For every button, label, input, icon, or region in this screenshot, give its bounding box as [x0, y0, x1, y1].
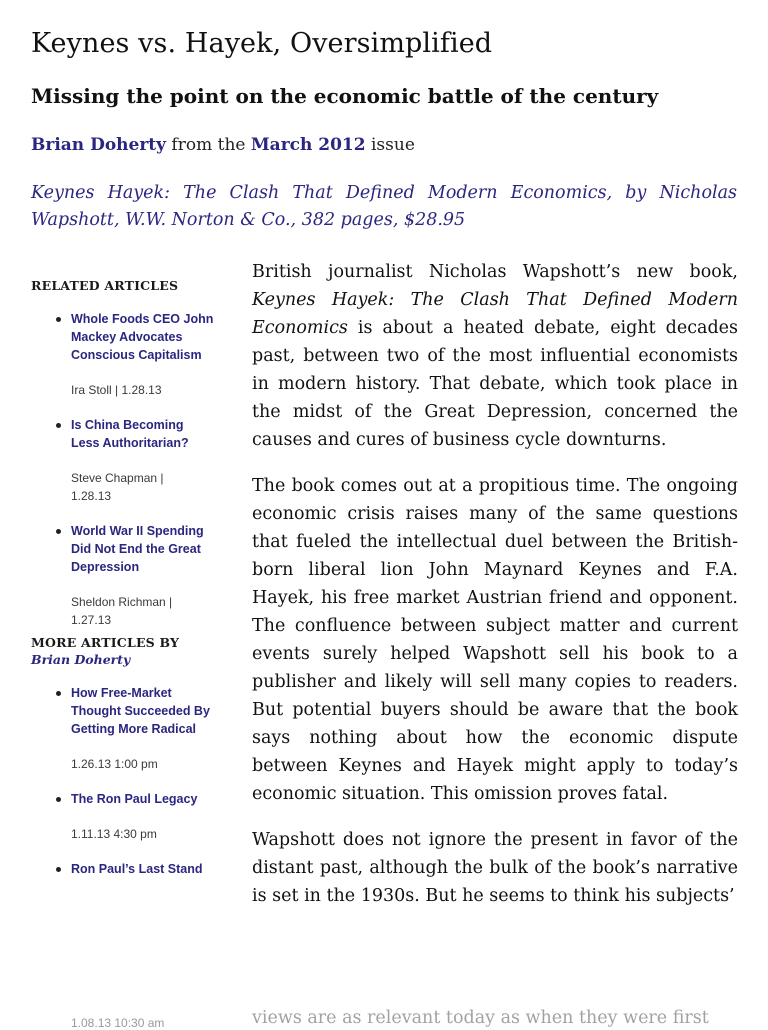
more-article-meta: 1.26.13 1:00 pm	[71, 757, 158, 771]
body-paragraph: Wapshott does not ignore the present in favor of the distant past, although the bulk of the book’s narrative is set in the 1930s. But he seems to think his subjects’	[252, 830, 738, 906]
bullet-icon	[56, 797, 61, 802]
byline-issue-suffix: issue	[365, 135, 415, 155]
body-paragraph: The book comes out at a propitious time. The ongoing economic crisis raises many of the same questions that fueled the intellectual duel between the British-born liberal lion John Maynard Keynes and F.A. Hayek, his free market Austrian friend and opponent. The confluence between subject matter and current events surely helped Wapshott sell his book to a publisher and likely will sell many copies to readers. But potential buyers should be aware that the book says nothing about how the economic dispute between Keynes and Hayek might apply to today’s economic situation. This omission proves fatal.	[252, 476, 738, 804]
list-item	[31, 790, 221, 843]
related-article-meta: Ira Stoll | 1.28.13	[71, 383, 162, 397]
bullet-icon	[56, 529, 61, 534]
related-article-link[interactable]: Is China Becoming Less Authoritarian?	[71, 418, 189, 450]
body-text: is about a heated debate, eight decades past, between two of the most influential economists in modern history. That debate, which took place in the midst of the Great Depression, concerned the causes and cures of business cycle downturns.	[252, 318, 738, 450]
byline	[31, 135, 415, 155]
more-article-link[interactable]: How Free-Market Thought Succeeded By Getting More Radical	[71, 686, 210, 736]
list-item	[31, 310, 221, 399]
article-title: Keynes vs. Hayek, Oversimplified	[31, 28, 493, 59]
related-article-meta: Steve Chapman | 1.28.13	[71, 471, 164, 503]
more-articles-heading: MORE ARTICLES BY	[31, 635, 180, 650]
body-paragraph	[252, 258, 738, 454]
bullet-icon	[56, 317, 61, 322]
sidebar	[31, 278, 221, 878]
byline-from-text: from the	[166, 135, 251, 155]
related-articles-heading: RELATED ARTICLES	[31, 278, 179, 293]
list-item	[31, 522, 221, 629]
book-info: Keynes Hayek: The Clash That Defined Modern Economics, by Nicholas Wapshott, W.W. Norton & Co., 382 pages, $28.95	[31, 183, 737, 230]
bullet-icon	[56, 867, 61, 872]
more-articles-author[interactable]: Brian Doherty	[31, 652, 131, 667]
bullet-icon	[56, 691, 61, 696]
more-articles-list	[31, 684, 221, 878]
list-item	[31, 416, 221, 505]
related-article-link[interactable]: Whole Foods CEO John Mackey Advocates Conscious Capitalism	[71, 312, 214, 362]
faded-continuation-line: views are as relevant today as when they were first	[252, 1008, 709, 1028]
issue-link[interactable]: March 2012	[250, 135, 366, 155]
related-article-meta: Sheldon Richman | 1.27.13	[71, 595, 173, 627]
author-link[interactable]: Brian Doherty	[31, 135, 167, 155]
body-text: British journalist Nicholas Wapshott’s new book,	[252, 262, 738, 282]
related-articles-list	[31, 310, 221, 629]
related-article-link[interactable]: World War II Spending Did Not End the Great Depression	[71, 524, 204, 574]
more-article-link[interactable]: The Ron Paul Legacy	[71, 792, 198, 806]
article-subtitle: Missing the point on the economic battle of the century	[31, 84, 659, 108]
more-article-meta: 1.11.13 4:30 pm	[71, 827, 157, 841]
more-article-link[interactable]: Ron Paul’s Last Stand	[71, 862, 203, 876]
book-title-reference: Keynes Hayek: The Clash That Defined Modern Economics	[252, 290, 738, 338]
more-article-meta: 1.08.13 10:30 am	[71, 1016, 165, 1030]
bullet-icon	[56, 423, 61, 428]
article-body	[252, 258, 738, 928]
list-item	[31, 860, 221, 878]
list-item	[31, 684, 221, 773]
